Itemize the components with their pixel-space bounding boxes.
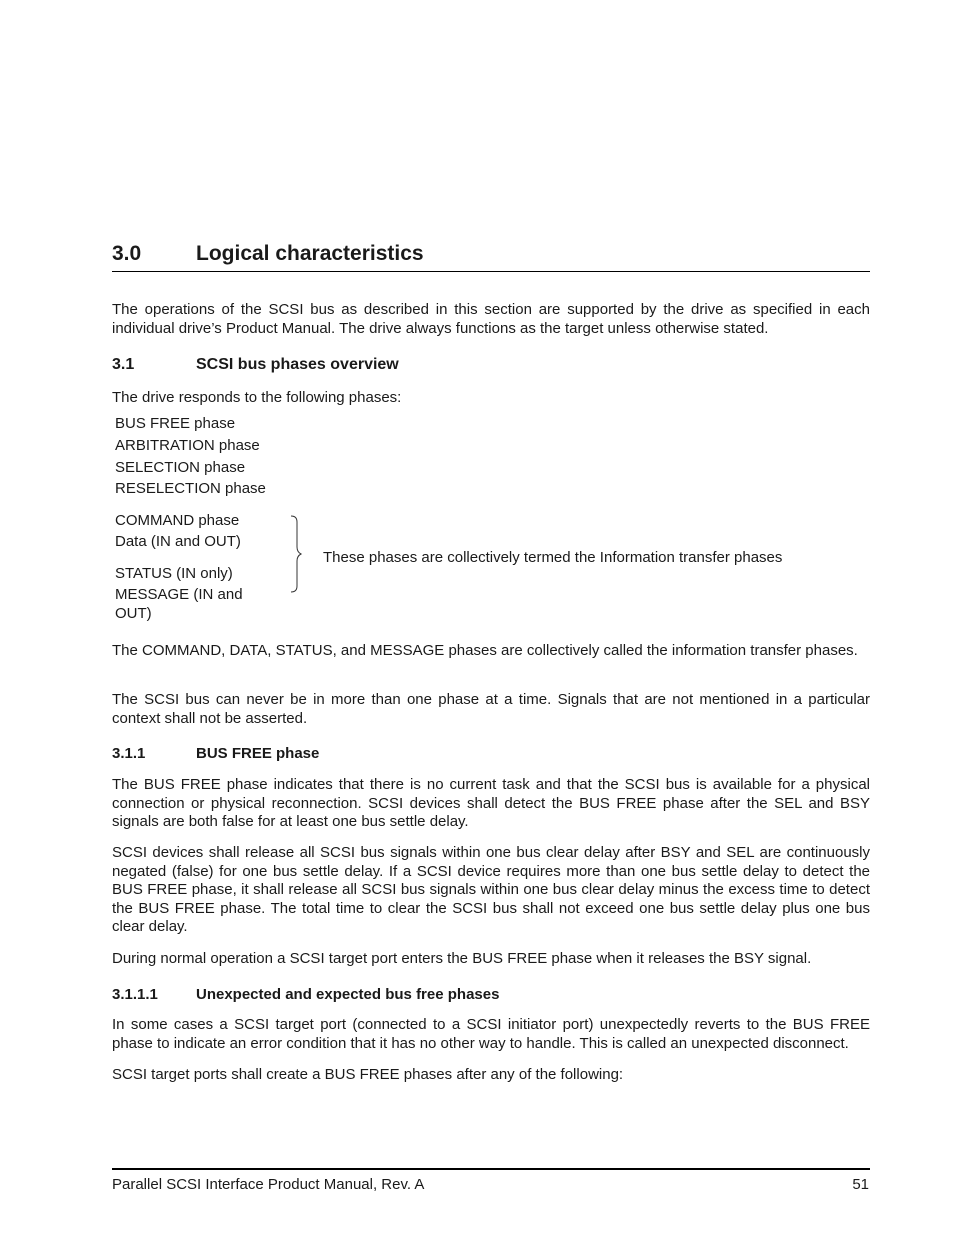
right-brace-icon — [288, 514, 304, 594]
info-phase-item: OUT) — [115, 605, 152, 622]
paragraph: The BUS FREE phase indicates that there is no current task and that the SCSI bus is available for a physical connection or physical reconnection. SCSI devices shall detect the BUS FREE phase after the SEL and BSY signals are both false for at least one bus settle delay. — [112, 776, 870, 831]
subsection-number: 3.1.1.1 — [112, 986, 158, 1003]
phases-intro: The drive responds to the following phases: — [112, 389, 402, 406]
subsection-number: 3.1.1 — [112, 745, 146, 762]
phase-item: RESELECTION phase — [115, 480, 266, 497]
section-number: 3.0 — [112, 242, 142, 265]
brace-note: These phases are collectively termed the Information transfer phases — [323, 549, 783, 566]
heading-rule — [112, 271, 870, 272]
info-phase-item: COMMAND phase — [115, 512, 240, 529]
subsection-number: 3.1 — [112, 356, 135, 373]
phase-item: SELECTION phase — [115, 459, 246, 476]
subsection-title: SCSI bus phases overview — [196, 356, 399, 373]
footer-rule — [112, 1168, 870, 1170]
phase-item: ARBITRATION phase — [115, 437, 260, 454]
subsection-title: BUS FREE phase — [196, 745, 320, 762]
page-number: 51 — [852, 1176, 869, 1193]
info-phase-item: STATUS (IN only) — [115, 565, 233, 582]
paragraph: In some cases a SCSI target port (connected to a SCSI initiator port) unexpectedly reverts to the BUS FREE phase to indicate an error condition that it has no other way to handle. This is called an unexpected disconnect. — [112, 1016, 870, 1052]
subsection-title: Unexpected and expected bus free phases — [196, 986, 500, 1003]
paragraph: During normal operation a SCSI target port enters the BUS FREE phase when it releases the BSY signal. — [112, 950, 812, 967]
paragraph: The SCSI bus can never be in more than one phase at a time. Signals that are not mentioned in a particular context shall not be asserted. — [112, 691, 870, 727]
paragraph: SCSI devices shall release all SCSI bus signals within one bus clear delay after BSY and SEL are continuously negated (false) for one bus settle delay. If a SCSI device requires more than one bus settle delay to detect the BUS FREE phase, it shall release all SCSI bus signals within one bus clear delay minus the excess time to detect the BUS FREE phase. The total time to clear the SCSI bus shall not exceed one bus settle delay plus one bus clear delay. — [112, 844, 870, 936]
info-phase-item: MESSAGE (IN and — [115, 586, 243, 603]
section-paragraph: The operations of the SCSI bus as described in this section are supported by the drive as specified in each individual drive’s Product Manual. The drive always functions as the target unless otherwise stated. — [112, 301, 870, 337]
footer-title: Parallel SCSI Interface Product Manual, Rev. A — [112, 1176, 425, 1193]
page-title: Logical characteristics — [196, 242, 424, 265]
paragraph: SCSI target ports shall create a BUS FREE phases after any of the following: — [112, 1066, 624, 1083]
paragraph: The COMMAND, DATA, STATUS, and MESSAGE phases are collectively called the information transfer phases. — [112, 642, 858, 659]
info-phase-item: Data (IN and OUT) — [115, 533, 241, 550]
phase-item: BUS FREE phase — [115, 415, 236, 432]
